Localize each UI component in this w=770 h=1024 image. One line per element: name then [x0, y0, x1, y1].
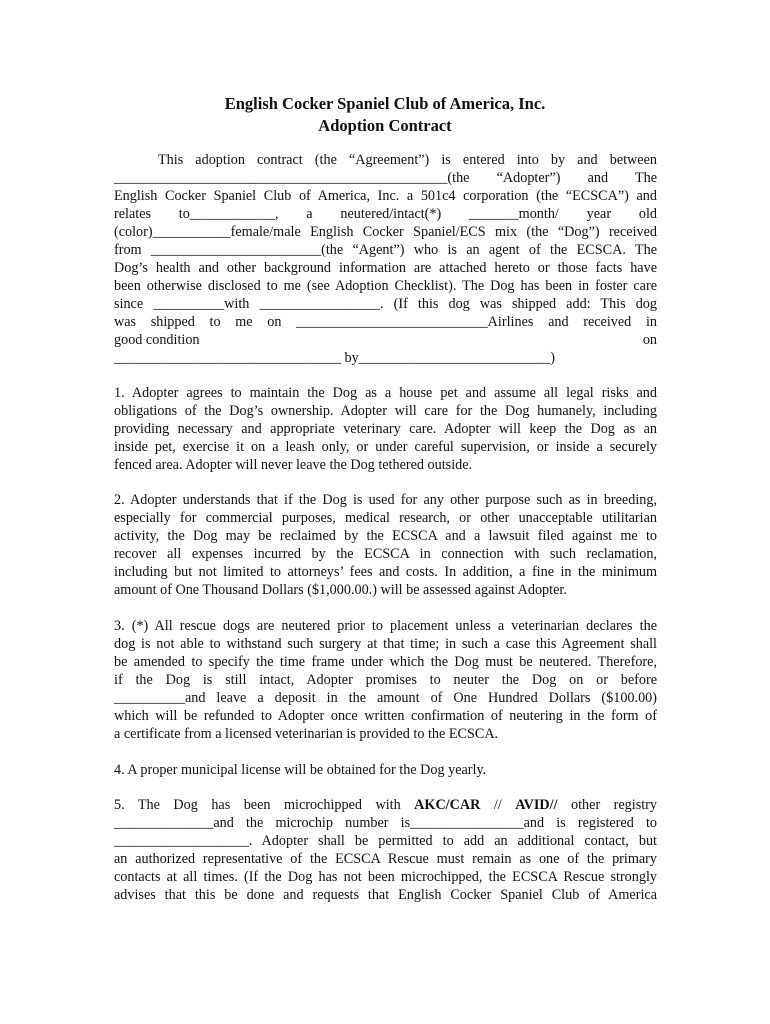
clause-3-line: 3. (*) All rescue dogs are neutered prior to placement unless a veterinarian declares the [114, 618, 657, 634]
clause-5-line: contacts at all times. (If the Dog has not been microchipped, the ECSCA Rescue strongly [114, 869, 657, 885]
intro-line: good condition [114, 332, 200, 348]
clause-1-line: fenced area. Adopter will never leave the Dog tethered outside. [114, 457, 473, 473]
intro-line: (color)___________female/male English Cocker Spaniel/ECS mix (the “Dog”) received [114, 224, 657, 240]
clause-2-line: especially for commercial purposes, medical research, or other unacceptable utilitarian [114, 510, 657, 526]
clause-2-line: amount of One Thousand Dollars ($1,000.00.) will be assessed against Adopter. [114, 582, 567, 598]
clause-4-line: 4. A proper municipal license will be obtained for the Dog yearly. [114, 762, 487, 778]
document-title: English Cocker Spaniel Club of America, Inc. [224, 94, 546, 113]
clause-1-line: 1. Adopter agrees to maintain the Dog as a house pet and assume all legal risks and [114, 385, 657, 401]
clause-5-separator: // [480, 797, 516, 813]
registry-option-akc-car: AKC/CAR [414, 797, 481, 813]
clause-5-line: ___________________. Adopter shall be permitted to add an additional contact, but [114, 833, 657, 849]
clause-1-line: inside pet, exercise it on a leash only, or under careful supervision, or inside a securely [114, 439, 657, 455]
intro-line: This adoption contract (the “Agreement”) is entered into by and between [158, 152, 657, 168]
intro-line: relates to____________, a neutered/intact(*) _______month/ year old [114, 206, 657, 222]
clause-2-line: recover all expenses incurred by the ECSCA in connection with such reclamation, [114, 546, 657, 562]
document-subtitle: Adoption Contract [318, 116, 452, 135]
clause-3-line: a certificate from a licensed veterinarian is provided to the ECSCA. [114, 726, 499, 742]
clause-3-line: __________and leave a deposit in the amount of One Hundred Dollars ($100.00) [114, 690, 657, 706]
clause-3-line: dog is not able to withstand such surgery at that time; in such a case this Agreement shall [114, 636, 657, 652]
clause-2-line: 2. Adopter understands that if the Dog is used for any other purpose such as in breeding, [114, 492, 657, 508]
clause-5-text: other registry [557, 797, 657, 813]
clause-1-line: obligations of the Dog’s ownership. Adopter will care for the Dog humanely, including [114, 403, 657, 419]
intro-line: been otherwise disclosed to me (see Adoption Checklist). The Dog has been in foster care [114, 278, 657, 294]
clause-2-line: activity, the Dog may be reclaimed by the ECSCA and a lawsuit filed against me to [114, 528, 657, 544]
clause-2-line: including but not limited to attorneys’ fees and costs. In addition, a fine in the minimum [114, 564, 657, 580]
registry-option-avid: AVID// [515, 797, 558, 813]
intro-line: was shipped to me on ___________________________Airlines and received in [114, 314, 657, 330]
intro-line: _______________________________________________(the “Adopter”) and The [114, 170, 657, 186]
intro-line: Dog’s health and other background information are attached hereto or those facts have [114, 260, 657, 276]
clause-3-line: be amended to specify the time frame under which the Dog must be neutered. Therefore, [114, 654, 657, 670]
clause-3-line: if the Dog is still intact, Adopter promises to neuter the Dog on or before [114, 672, 657, 688]
clause-5-text: 5. The Dog has been microchipped with [114, 797, 415, 813]
clause-5-line: an authorized representative of the ECSCA Rescue must remain as one of the primary [114, 851, 657, 867]
intro-line: from ________________________(the “Agent”) who is an agent of the ECSCA. The [114, 242, 657, 258]
intro-line-end: on [642, 332, 657, 348]
clause-5-line: ______________and the microchip number is________________and is registered to [114, 815, 657, 831]
intro-line: ________________________________ by___________________________) [114, 350, 555, 366]
intro-line: since __________with _________________. (If this dog was shipped add: This dog [114, 296, 657, 312]
clause-5-line: advises that this be done and requests that English Cocker Spaniel Club of America [114, 887, 657, 903]
clause-5-line [114, 796, 657, 814]
clause-1-line: providing necessary and appropriate veterinary care. Adopter will keep the Dog as an [114, 421, 657, 437]
intro-line: English Cocker Spaniel Club of America, Inc. a 501c4 corporation (the “ECSCA”) and [114, 188, 657, 204]
clause-3-line: which will be refunded to Adopter once written confirmation of neutering in the form of [114, 708, 657, 724]
